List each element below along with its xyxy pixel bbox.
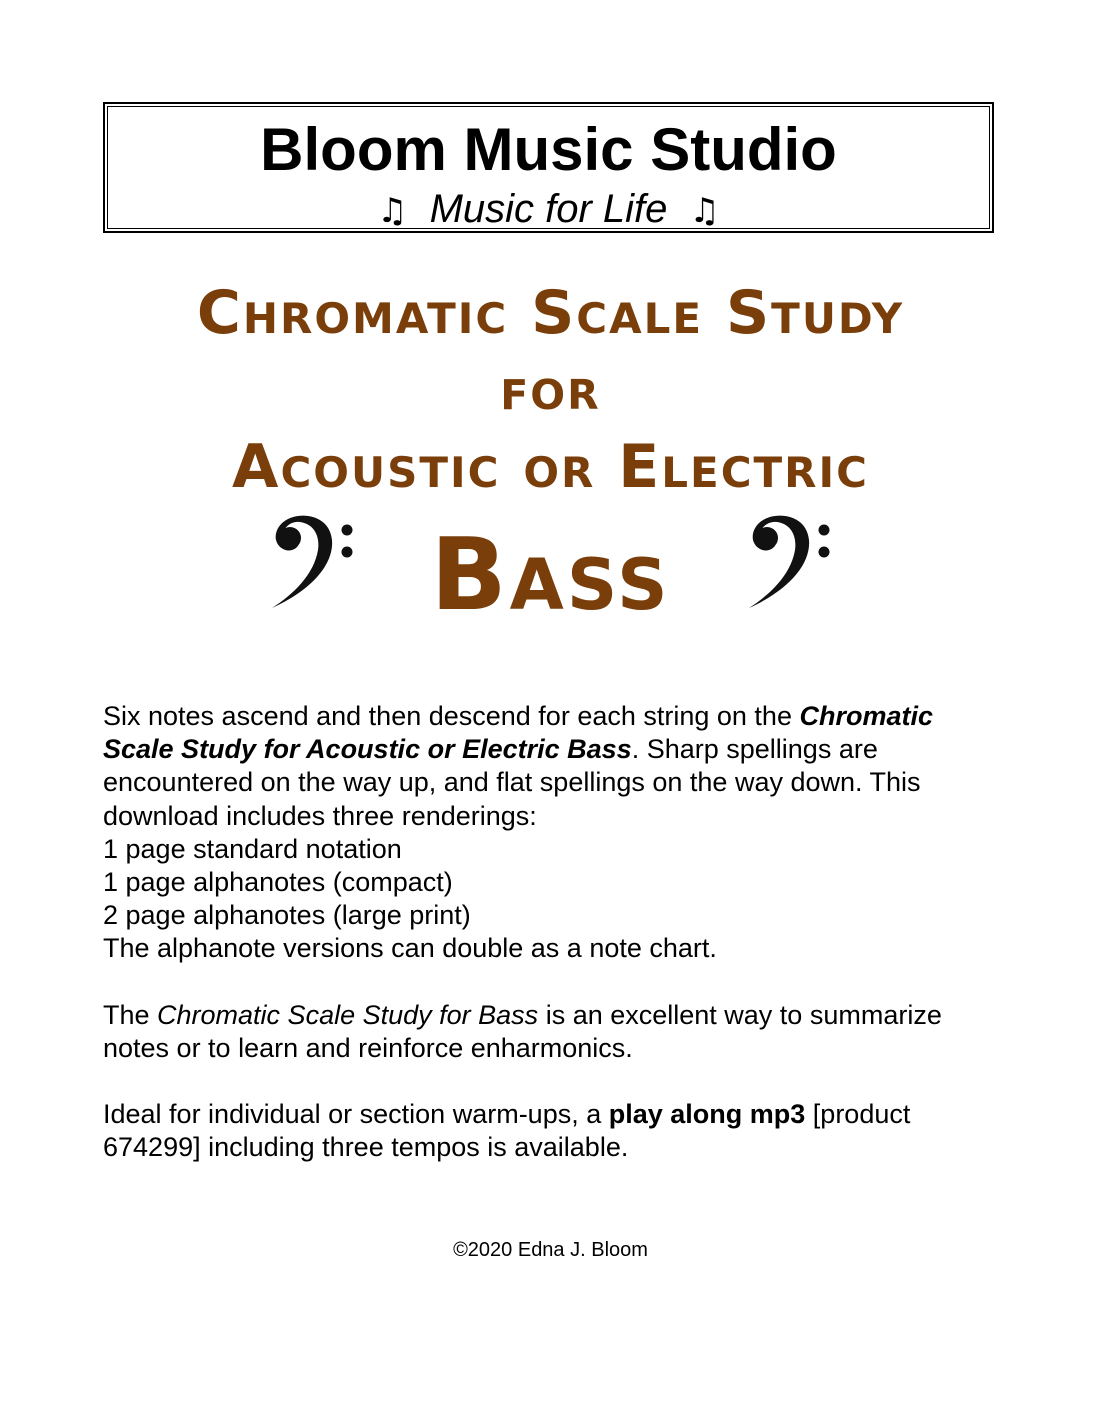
tagline-text: Music for Life xyxy=(429,187,668,231)
description-text: . Sharp spellings are encountered on the way up, and flat spellings on the way down. This download includes three renderings: xyxy=(103,734,921,831)
studio-name: Bloom Music Studio xyxy=(260,116,837,183)
description-text: Ideal for individual or section warm-ups, a xyxy=(103,1099,609,1129)
product-title-emphasis: Chromatic Scale Study for Bass xyxy=(157,1000,539,1030)
description-paragraph-3 xyxy=(103,1098,1003,1164)
list-item: 2 page alphanotes (large print) xyxy=(103,900,471,931)
description-text: is an excellent way to summarize notes or to learn and reinforce enharmonics. xyxy=(103,1000,942,1064)
list-item: 1 page alphanotes (compact) xyxy=(103,867,453,898)
title-line-3: Acoustic or Electric xyxy=(232,432,869,502)
copyright-notice: ©2020 Edna J. Bloom xyxy=(453,1239,648,1261)
list-item: 1 page standard notation xyxy=(103,833,402,864)
description-text: [product 674299] including three tempos is available. xyxy=(103,1099,911,1163)
description-text: The alphanote versions can double as a note chart. xyxy=(103,933,717,964)
product-title-emphasis: Chromatic Scale Study for Acoustic or Electric Bass xyxy=(103,701,933,765)
description-paragraph-2 xyxy=(103,999,1003,1065)
studio-header-box xyxy=(103,102,994,233)
title-bass: Bass xyxy=(430,516,671,633)
music-note-icon: ♫ xyxy=(689,191,720,231)
title-line-1: Chromatic Scale Study xyxy=(196,278,905,348)
description-text: The xyxy=(103,1000,158,1030)
description-paragraph-1 xyxy=(103,700,1003,966)
mp3-emphasis: play along mp3 xyxy=(608,1099,806,1129)
title-line-2: for xyxy=(500,355,601,423)
description-text: Six notes ascend and then descend for each string on the xyxy=(103,701,800,731)
music-note-icon: ♫ xyxy=(377,191,408,231)
studio-tagline xyxy=(105,186,992,234)
bass-clef-icon xyxy=(745,512,835,612)
